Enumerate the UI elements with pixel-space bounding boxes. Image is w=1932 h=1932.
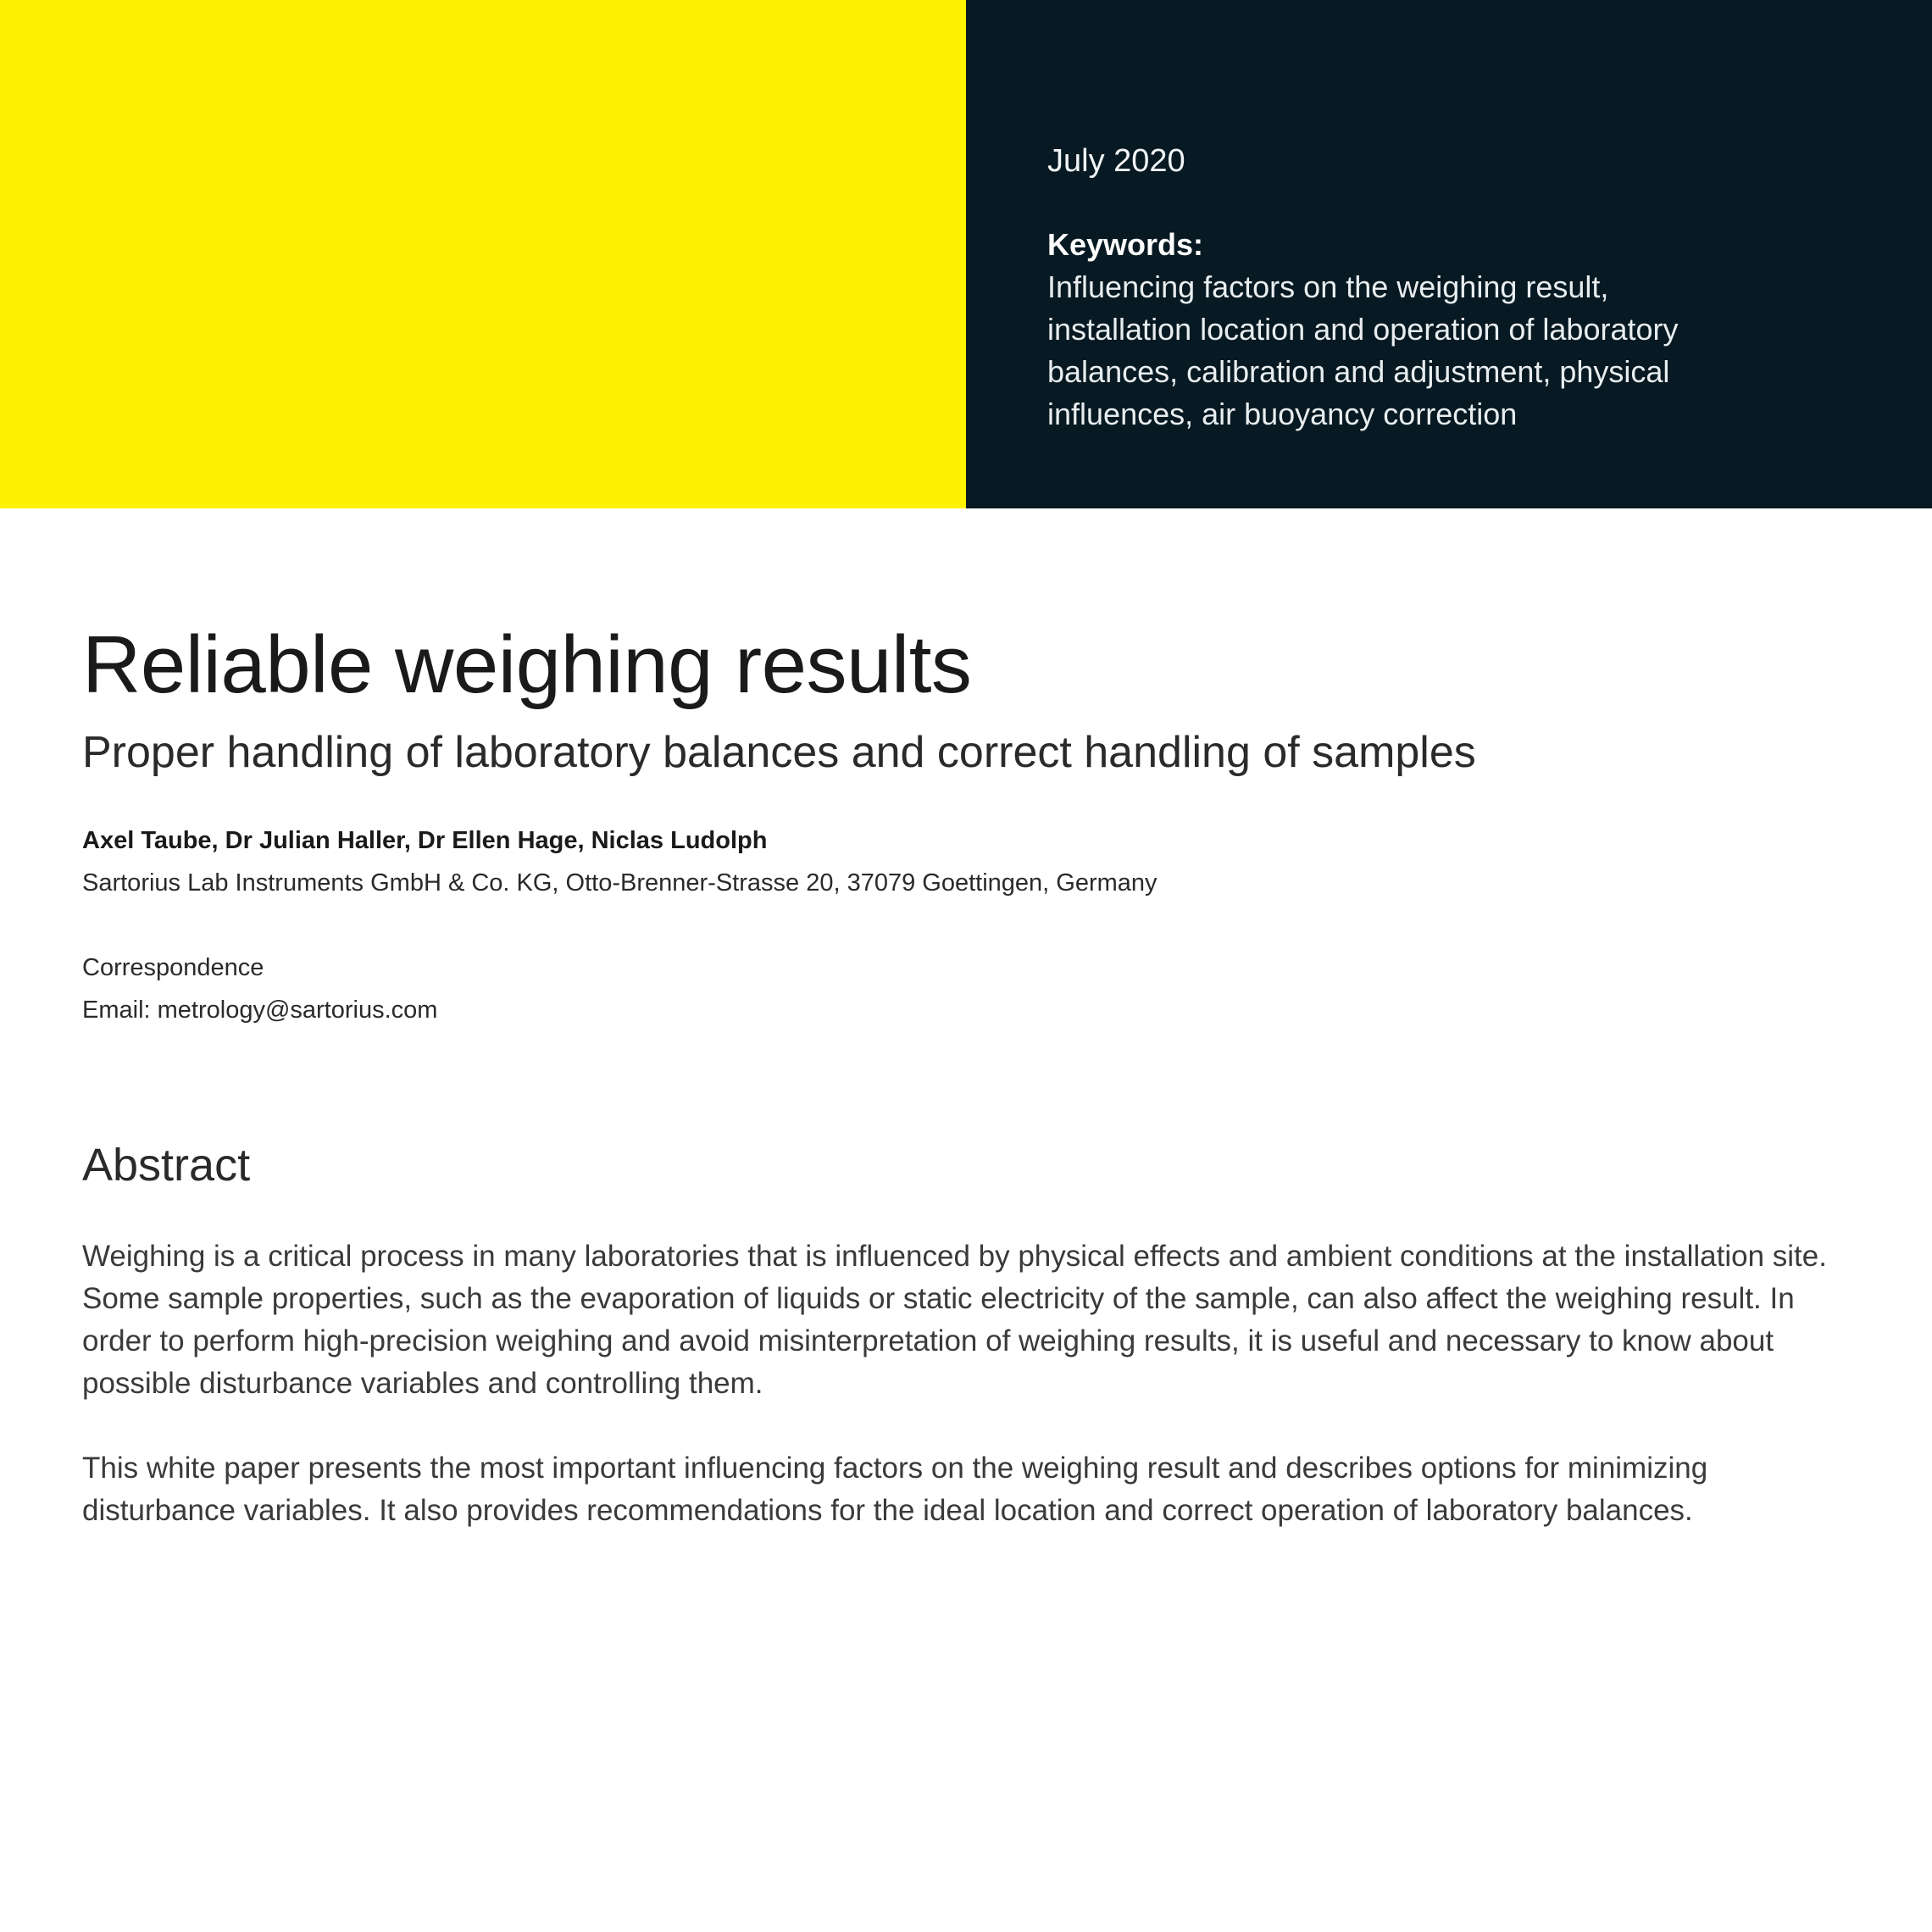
paper-title: Reliable weighing results <box>82 619 972 710</box>
header-info-panel <box>966 0 1932 508</box>
abstract-paragraph: This white paper presents the most important influencing factors on the weighing result and describes options for minimizing disturbance variables. It also provides recommendations for the ideal location and correct operation of laboratory balances. <box>82 1452 1708 1527</box>
correspondence-label: Correspondence <box>82 954 264 981</box>
abstract-heading: Abstract <box>82 1140 251 1191</box>
correspondence-email: Email: metrology@sartorius.com <box>82 997 438 1024</box>
keywords-text: Influencing factors on the weighing result, installation location and operation of laboratory balances, calibration and adjustment, physical influences, air buoyancy correction <box>1047 269 1679 431</box>
affiliation: Sartorius Lab Instruments GmbH & Co. KG, Otto-Brenner-Strasse 20, 37079 Goettingen, Germany <box>82 869 1158 897</box>
publication-date: July 2020 <box>1047 143 1185 179</box>
abstract-paragraph: Weighing is a critical process in many laboratories that is influenced by physical effects and ambient conditions at the installation site. Some sample properties, such as the evaporation of liquids or static electricity of the sample, can also affect the weighing result. In order to perform high-precision weighing and avoid misinterpretation of weighing results, it is useful and necessary to know about possible disturbance variables and controlling them. <box>82 1240 1827 1400</box>
author-list: Axel Taube, Dr Julian Haller, Dr Ellen Hage, Niclas Ludolph <box>82 827 768 854</box>
main-content <box>82 619 1879 1532</box>
keywords-label: Keywords: <box>1047 227 1204 262</box>
paper-subtitle: Proper handling of laboratory balances and correct handling of samples <box>82 728 1476 777</box>
yellow-accent-block <box>0 0 966 508</box>
header-band <box>0 0 1932 508</box>
